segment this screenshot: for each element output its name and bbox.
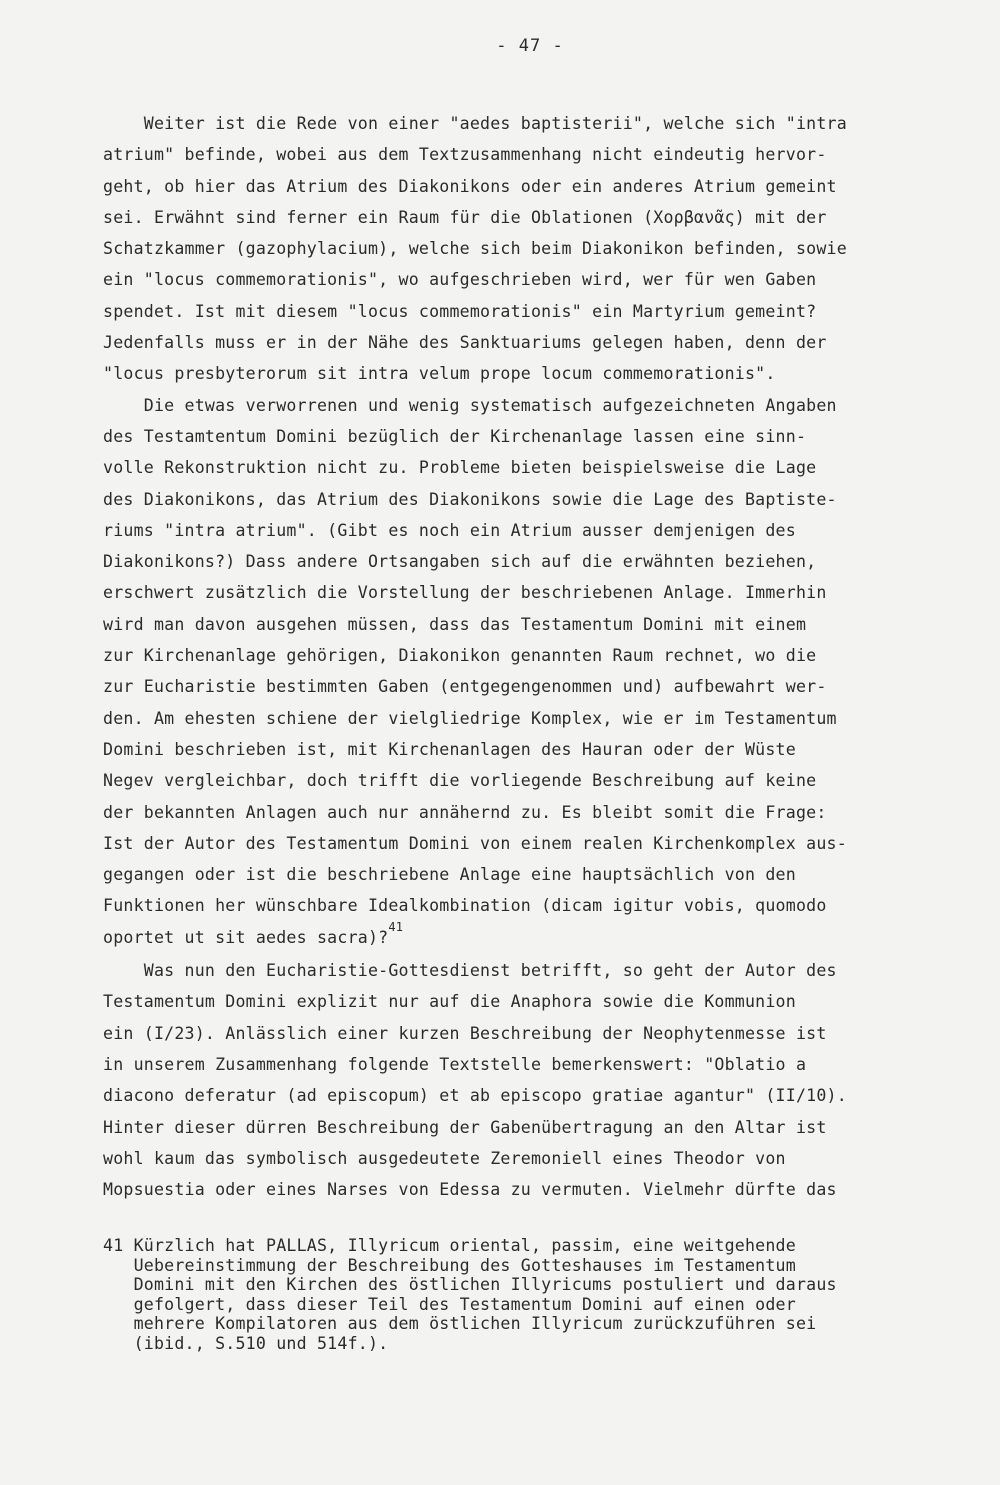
- text-line: wird man davon ausgehen müssen, dass das Testamentum Domini mit einem: [103, 614, 807, 634]
- text-line: geht, ob hier das Atrium des Diakonikons oder ein anderes Atrium gemeint: [103, 176, 837, 196]
- text-line: zur Kirchenanlage gehörigen, Diakonikon genannten Raum rechnet, wo die: [103, 646, 817, 666]
- text-line: Testamentum Domini explizit nur auf die Anaphora sowie die Kommunion: [103, 992, 796, 1012]
- footnote: [103, 1236, 953, 1354]
- text-line: diacono deferatur (ad episcopum) et ab episcopo gratiae agantur" (II/10).: [103, 1086, 847, 1106]
- text-line: atrium" befinde, wobei aus dem Textzusammenhang nicht eindeutig hervor-: [103, 145, 827, 165]
- footnote-reference[interactable]: 41: [388, 919, 404, 934]
- text-line: volle Rekonstruktion nicht zu. Probleme bieten beispielsweise die Lage: [103, 458, 817, 478]
- text-line: oportet ut sit aedes sacra)?: [103, 927, 389, 947]
- body-text: [103, 108, 953, 1205]
- text-line: riums "intra atrium". (Gibt es noch ein Atrium ausser demjenigen des: [103, 520, 796, 540]
- text-line: zur Eucharistie bestimmten Gaben (entgegengenommen und) aufbewahrt wer-: [103, 677, 827, 697]
- text-line: des Testamtentum Domini bezüglich der Kirchenanlage lassen eine sinn-: [103, 426, 807, 446]
- text-line: ein "locus commemorationis", wo aufgeschrieben wird, wer für wen Gaben: [103, 270, 817, 290]
- footnote-line: Domini mit den Kirchen des östlichen Illyricums postuliert und daraus: [103, 1275, 837, 1295]
- footnote-line: 41 Kürzlich hat PALLAS, Illyricum oriental, passim, eine weitgehende: [103, 1236, 796, 1255]
- text-line: wohl kaum das symbolisch ausgedeutete Zeremoniell eines Theodor von: [103, 1148, 786, 1168]
- text-line-with-footnote-ref: [103, 919, 953, 955]
- text-line: Ist der Autor des Testamentum Domini von einem realen Kirchenkomplex aus-: [103, 833, 847, 853]
- text-line: Diakonikons?) Dass andere Ortsangaben sich auf die erwähnten beziehen,: [103, 552, 817, 572]
- text-line: Hinter dieser dürren Beschreibung der Gabenübertragung an den Altar ist: [103, 1117, 827, 1137]
- text-line: "locus presbyterorum sit intra velum prope locum commemorationis".: [103, 364, 776, 384]
- text-line: Negev vergleichbar, doch trifft die vorliegende Beschreibung auf keine: [103, 771, 817, 791]
- page-number: - 47 -: [496, 36, 564, 56]
- text-line: Weiter ist die Rede von einer "aedes baptisterii", welche sich "intra: [103, 114, 847, 133]
- text-line: gegangen oder ist die beschriebene Anlage eine hauptsächlich von den: [103, 865, 796, 885]
- text-line: des Diakonikons, das Atrium des Diakonikons sowie die Lage des Baptiste-: [103, 489, 837, 509]
- text-line: spendet. Ist mit diesem "locus commemorationis" ein Martyrium gemeint?: [103, 301, 817, 321]
- text-line: erschwert zusätzlich die Vorstellung der beschriebenen Anlage. Immerhin: [103, 583, 827, 603]
- text-line: sei. Erwähnt sind ferner ein Raum für die Oblationen (Χορβανᾶς) mit der: [103, 207, 827, 227]
- text-line: Jedenfalls muss er in der Nähe des Sanktuariums gelegen haben, denn der: [103, 333, 827, 353]
- text-line: Die etwas verworrenen und wenig systematisch aufgezeichneten Angaben: [103, 395, 837, 415]
- text-line: in unserem Zusammenhang folgende Textstelle bemerkenswert: "Oblatio a: [103, 1054, 807, 1074]
- text-line: Schatzkammer (gazophylacium), welche sich beim Diakonikon befinden, sowie: [103, 239, 847, 259]
- text-line: Mopsuestia oder eines Narses von Edessa zu vermuten. Vielmehr dürfte das: [103, 1180, 837, 1200]
- footnote-line: (ibid., S.510 und 514f.).: [103, 1333, 389, 1353]
- text-line: ein (I/23). Anlässlich einer kurzen Beschreibung der Neophytenmesse ist: [103, 1023, 827, 1043]
- text-line: Was nun den Eucharistie-Gottesdienst betrifft, so geht der Autor des: [103, 961, 837, 981]
- footnote-line: Uebereinstimmung der Beschreibung des Gotteshauses im Testamentum: [103, 1255, 796, 1275]
- text-line: den. Am ehesten schiene der vielgliedrige Komplex, wie er im Testamentum: [103, 708, 837, 728]
- footnote-line: mehrere Kompilatoren aus dem östlichen Illyricum zurückzuführen sei: [103, 1314, 817, 1334]
- text-line: der bekannten Anlagen auch nur annähernd zu. Es bleibt somit die Frage:: [103, 802, 827, 822]
- text-line: Funktionen her wünschbare Idealkombination (dicam igitur vobis, quomodo: [103, 896, 827, 916]
- footnote-line: gefolgert, dass dieser Teil des Testamentum Domini auf einen oder: [103, 1294, 796, 1314]
- text-line: Domini beschrieben ist, mit Kirchenanlagen des Hauran oder der Wüste: [103, 739, 796, 759]
